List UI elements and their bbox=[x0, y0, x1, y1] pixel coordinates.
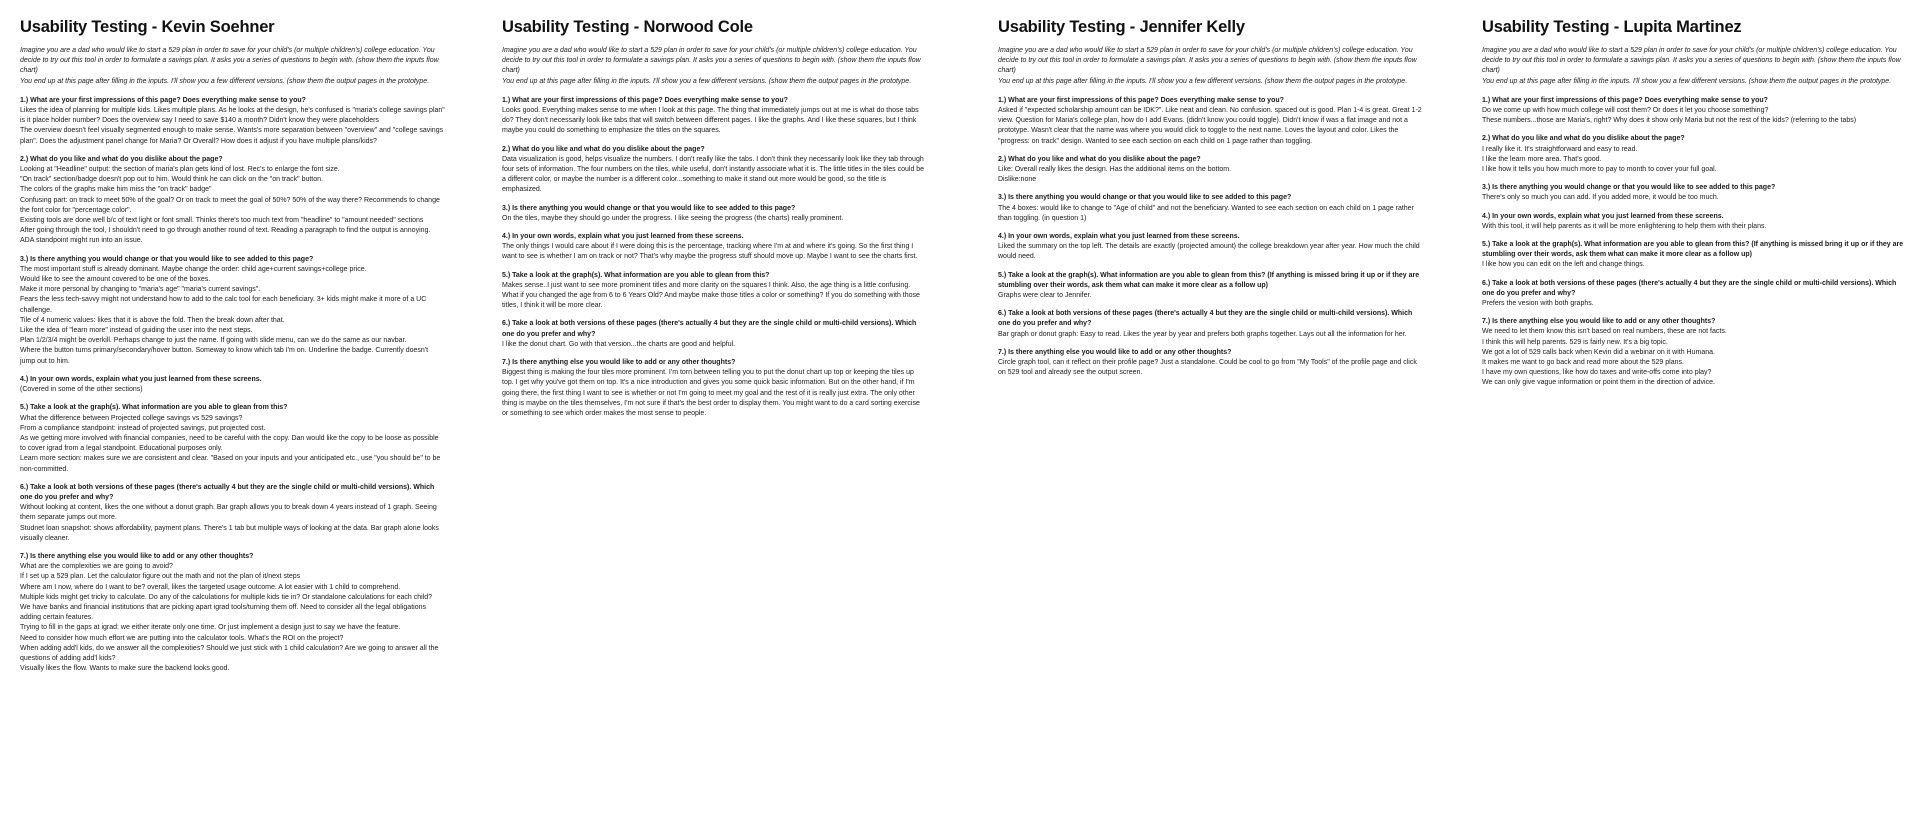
question-heading: 7.) Is there anything else you would like to add or any other thoughts? bbox=[20, 552, 254, 560]
question-heading: 2.) What do you like and what do you dislike about the page? bbox=[1482, 135, 1685, 143]
answer-line: After going through the tool, I shouldn't need to go through another round of text. Reading a paragraph to find the output is annoying. bbox=[20, 227, 431, 235]
answer-line: If I set up a 529 plan. Let the calculator figure out the math and not the plan of it/next steps bbox=[20, 573, 301, 581]
answer-line: ADA standpoint might run into an issue. bbox=[20, 237, 143, 245]
question-block bbox=[1482, 212, 1907, 232]
question-block bbox=[1482, 279, 1907, 310]
answer-line: Circle graph tool, can it reflect on their profile page? Just a standalone. Could be cool to go from "My Tools" of the profile page and click on 529 tool and already see the output screen. bbox=[998, 359, 1417, 377]
scenario-paragraph: You end up at this page after filling in the inputs. I'll show you a few different versions. (show them the output pages in the prototype. bbox=[1482, 77, 1892, 85]
question-heading: 5.) Take a look at the graph(s). What information are you able to glean from this? (If anything is missed bring it up or if they are stumbling over their words, ask them what can make it more clear as a follow up) bbox=[998, 271, 1420, 289]
answer-line: Biggest thing is making the four tiles more prominent. I'm torn between telling you to put the donut chart up top or keeping the tiles up top. I get why you've got them on top. It's a nice introduction and gives you some quick basic information. But on the other hand, if I'm going there, the first thing I want to see is whether or not I'm going to meet my goal and the rest of it is really just extra. The only other thing is maybe on the tiles themselves, I'm not sure if that's the best order to display them. You might want to do a card sorting exercise or something to see which order makes the most sense to people. bbox=[502, 369, 920, 418]
question-block bbox=[998, 232, 1423, 263]
scenario-paragraph: You end up at this page after filling in the inputs. I'll show you a few different versions. (show them the output pages in the prototype. bbox=[502, 77, 912, 85]
answer-line: I really like it. It's straightforward and easy to read. bbox=[1482, 145, 1638, 153]
answer-line: We can only give vague information or point them in the direction of advice. bbox=[1482, 379, 1715, 387]
answer-line: I like how it tells you how much more to pay to month to cover your full goal. bbox=[1482, 166, 1717, 174]
question-heading: 7.) Is there anything else you would like to add or any other thoughts? bbox=[1482, 318, 1716, 326]
page-title: Usability Testing - Kevin Soehner bbox=[20, 18, 275, 36]
question-block bbox=[998, 271, 1423, 302]
question-heading: 6.) Take a look at both versions of these pages (there's actually 4 but they are the single child or multi-child versions). Which one do you prefer and why? bbox=[998, 310, 1413, 328]
question-block bbox=[502, 271, 927, 312]
answer-line: Do we come up with how much college will cost them? Or does it let you choose something? bbox=[1482, 107, 1769, 115]
question-block bbox=[502, 358, 927, 419]
answer-line: Like: Overall really likes the design. Has the additional items on the bottom. bbox=[998, 166, 1232, 174]
page-title: Usability Testing - Norwood Cole bbox=[502, 18, 753, 36]
question-block bbox=[502, 319, 927, 350]
answer-line: Fears the less tech-savvy might not understand how to add to the calc tool for each beneficiary. 3+ kids might make it more of a UC challenge. bbox=[20, 296, 427, 314]
scenario-paragraph: You end up at this page after filling in the inputs. I'll show you a few different versions. (show them the output pages in the prototype. bbox=[20, 77, 430, 85]
answer-line: Likes the idea of planning for multiple kids. Likes multiple plans. As he looks at the design, he's confused is "maria's college savings plan" is it place holder number? Does the overview say I need to save $140 a month? Didn't know they were placeholders bbox=[20, 107, 445, 125]
answer-line: Studnet loan snapshot: shows affordability, payment plans. There's 1 tab but multiple ways of looking at the data. Bar graph alone looks visually cleaner. bbox=[20, 524, 439, 542]
answer-line: (Covered in some of the other sections) bbox=[20, 386, 143, 394]
answer-line: Looks good. Everything makes sense to me when I look at this page. The thing that immediately jumps out at me is what do those tabs do? They don't necessarily look like tabs that will switch between different pages. I like the graphs. And I like these squares, but I think maybe you could do something to emphasize the titles on the squares. bbox=[502, 107, 919, 135]
answer-line: We got a lot of 529 calls back when Kevin did a webinar on it with Humana. bbox=[1482, 348, 1715, 356]
answer-line: Visually likes the flow. Wants to make sure the backend looks good. bbox=[20, 665, 230, 673]
notes-column-4 bbox=[1482, 18, 1907, 397]
answer-line: I like how you can edit on the left and change things. bbox=[1482, 261, 1645, 269]
answer-line: On the tiles, maybe they should go under the progress. I like seeing the progress (the charts) really prominent. bbox=[502, 214, 844, 222]
question-block bbox=[1482, 240, 1907, 271]
answer-line: Dislike:none bbox=[998, 176, 1037, 184]
question-heading: 3.) Is there anything you would change or that you would like to see added to this page? bbox=[502, 204, 796, 212]
answer-line: I have my own questions, like how do taxes and write-offs come into play? bbox=[1482, 369, 1712, 377]
question-block bbox=[998, 96, 1423, 147]
question-heading: 6.) Take a look at both versions of these pages (there's actually 4 but they are the single child or multi-child versions). Which one do you prefer and why? bbox=[1482, 279, 1897, 297]
answer-line: From a compliance standpoint: instead of projected savings, put projected cost. bbox=[20, 424, 266, 432]
answer-line: Liked the summary on the top left. The details are exactly (projected amount) the college breakdown year after year. How much the child would need. bbox=[998, 243, 1420, 261]
question-block bbox=[998, 193, 1423, 224]
answer-line: The only things I would care about if I were doing this is the percentage, tracking where I'm at and where it's going. So the first thing I want to see is whether I am on track or not? That's why maybe the progress stuff should move up. Maybe I want to see the charts first. bbox=[502, 243, 918, 261]
question-heading: 5.) Take a look at the graph(s). What information are you able to glean from this? bbox=[502, 271, 770, 279]
question-heading: 1.) What are your first impressions of this page? Does everything make sense to you? bbox=[502, 96, 788, 104]
answer-line: We have banks and financial institutions that are picking apart igrad tools/turning them off. Need to consider all the legal obligations adding certain features. bbox=[20, 603, 426, 622]
question-heading: 4.) In your own words, explain what you just learned from these screens. bbox=[1482, 212, 1724, 220]
question-block bbox=[998, 309, 1423, 340]
question-heading: 4.) In your own words, explain what you just learned from these screens. bbox=[998, 233, 1240, 241]
scenario-intro bbox=[502, 46, 927, 87]
scenario-paragraph: Imagine you are a dad who would like to start a 529 plan in order to save for your child's (or multiple children's) college education. You decide to try out this tool in order to formulate a savings plan. It asks you a series of questions to begin with. (show them the inputs flow chart) bbox=[20, 47, 439, 75]
answer-line: The 4 boxes: would like to change to "Age of child" and not the beneficiary. Wanted to see each section on each child on 1 page rather than toggling. (in question 1) bbox=[998, 204, 1414, 222]
answer-line: Existing tools are done well b/c of text light or font small. Thinks there's too much text from "headline" to "amount needed" sections bbox=[20, 217, 424, 225]
answer-line: Make it more personal by changing to "maria's age" "maria's current savings". bbox=[20, 286, 261, 294]
answer-line: Bar graph or donut graph: Easy to read. Likes the year by year and prefers both graphs together. Lays out all the information for her. bbox=[998, 330, 1407, 338]
scenario-intro bbox=[998, 46, 1423, 87]
answer-line: Where the button turns primary/secondary/hover button. Someway to know which tab I'm on. Underline the badge. Currently doesn't jump out to him. bbox=[20, 347, 429, 365]
question-block bbox=[20, 552, 445, 674]
answer-line: I think this will help parents. 529 is fairly new. It's a big topic. bbox=[1482, 338, 1668, 346]
question-heading: 3.) Is there anything you would change or that you would like to see added to this page? bbox=[20, 255, 314, 263]
answer-line: Like the idea of "learn more" instead of guiding the user into the next steps. bbox=[20, 327, 253, 335]
answer-line: Need to consider how much effort we are putting into the calculator tools. What's the ROI on the project? bbox=[20, 634, 344, 642]
question-heading: 7.) Is there anything else you would like to add or any other thoughts? bbox=[502, 359, 736, 367]
question-heading: 1.) What are your first impressions of this page? Does everything make sense to you? bbox=[998, 96, 1284, 104]
page-title: Usability Testing - Lupita Martinez bbox=[1482, 18, 1742, 36]
notes-column-2 bbox=[502, 18, 927, 427]
question-heading: 7.) Is there anything else you would like to add or any other thoughts? bbox=[998, 348, 1232, 356]
page-title: Usability Testing - Jennifer Kelly bbox=[998, 18, 1245, 36]
scenario-intro bbox=[20, 46, 445, 87]
answer-line: I like the donut chart. Go with that version...the charts are good and helpful. bbox=[502, 340, 736, 348]
scenario-paragraph: Imagine you are a dad who would like to start a 529 plan in order to save for your child's (or multiple children's) college education. You decide to try out this tool in order to formulate a savings plan. It asks you a series of questions to begin with. (show them the inputs flow chart) bbox=[502, 47, 921, 75]
question-block bbox=[1482, 317, 1907, 388]
answer-line: Trying to fill in the gaps at igrad: we either iterate only one time. Or just implement a design just to say we have the feature. bbox=[20, 624, 401, 632]
scenario-paragraph: You end up at this page after filling in the inputs. I'll show you a few different versions. (show them the output pages in the prototype. bbox=[998, 77, 1408, 85]
answer-line: Graphs were clear to Jennifer. bbox=[998, 292, 1092, 300]
question-heading: 3.) Is there anything you would change or that you would like to see added to this page? bbox=[998, 194, 1292, 202]
question-block bbox=[20, 155, 445, 247]
question-heading: 5.) Take a look at the graph(s). What information are you able to glean from this? (If anything is missed bring it up or if they are stumbling over their words, ask them what can make it more clear as a follow up) bbox=[1482, 241, 1904, 259]
question-heading: 4.) In your own words, explain what you just learned from these screens. bbox=[502, 233, 744, 241]
question-block bbox=[998, 155, 1423, 186]
scenario-paragraph: Imagine you are a dad who would like to start a 529 plan in order to save for your child's (or multiple children's) college education. You decide to try out this tool in order to formulate a savings plan. It asks you a series of questions to begin with. (show them the inputs flow chart) bbox=[998, 47, 1417, 75]
question-block bbox=[502, 96, 927, 137]
question-block bbox=[20, 255, 445, 367]
answer-line: The colors of the graphs make him miss the "on track" badge" bbox=[20, 186, 212, 194]
scenario-paragraph: Imagine you are a dad who would like to start a 529 plan in order to save for your child's (or multiple children's) college education. You decide to try out this tool in order to formulate a savings plan. It asks you a series of questions to begin with. (show them the inputs flow chart) bbox=[1482, 47, 1901, 75]
answer-line: Confusing part: on track to meet 50% of the goal? Or on track to meet the goal of 50%? 50% of the way there? Recommends to change the font color for "percentage color". bbox=[20, 196, 440, 214]
answer-line: What are the complexities we are going to avoid? bbox=[20, 563, 173, 571]
answer-line: We need to let them know this isn't based on real numbers, these are not facts. bbox=[1482, 328, 1727, 336]
question-heading: 6.) Take a look at both versions of these pages (there's actually 4 but they are the single child or multi-child versions). Which one do you prefer and why? bbox=[20, 483, 435, 501]
question-block bbox=[998, 348, 1423, 379]
answer-line: It makes me want to go back and read more about the 529 plans. bbox=[1482, 359, 1684, 367]
question-heading: 2.) What do you like and what do you dislike about the page? bbox=[502, 145, 705, 153]
answer-line: There's only so much you can add. If you added more, it would be too much. bbox=[1482, 194, 1719, 202]
answer-line: Where am I now, where do I want to be? overall, likes the targeted usage outcome. A lot easier with 1 child to comprehend. bbox=[20, 583, 401, 591]
notes-column-1 bbox=[20, 18, 445, 682]
question-heading: 1.) What are your first impressions of this page? Does everything make sense to you? bbox=[1482, 96, 1768, 104]
answer-line: The most important stuff is already dominant. Maybe change the order: child age+current savings+college price. bbox=[20, 265, 367, 273]
answer-line: Asked if "expected scholarship amount can be IDK?". Like neat and clean. No confusion. spaced out is good. Plan 1-4 is great. Great 1-2 view. Question for Maria's college plan, how do I add Evans. (didn't know you could toggle). Didn't know if was a flat image and not a prototype. Wasn't clear that the name was where you would click to toggle to the next name. Loves the layout and color. Likes the "progress: on track" design. Wanted to see each section on each child on 1 page rather than toggling. bbox=[998, 107, 1422, 145]
answer-line: As we getting more involved with financial companies, need to be careful with the copy. Dan would like the copy to be loose as possible to cover igrad from a legal standpoint. Educational purposes only. bbox=[20, 434, 439, 453]
question-block bbox=[20, 96, 445, 147]
answer-line: What the difference between Projected college savings vs 529 savings? bbox=[20, 414, 243, 422]
question-block bbox=[1482, 96, 1907, 127]
question-block bbox=[20, 403, 445, 474]
question-block bbox=[1482, 183, 1907, 203]
answer-line: Data visualization is good, helps visualize the numbers. I don't really like the tabs. I don't think they necessarily look like they tab through four sets of information. The four numbers on the tiles, while useful, don't instantly associate what it is. The little titles in the tiles could be a different color, or maybe the number is a different color...something to make it stand out more would be good, so the title is emphasized. bbox=[502, 155, 925, 194]
answer-line: When adding add'l kids, do we answer all the complexities? Should we just stick with 1 child calculation? Are we going to answer all the questions of adding add'l kids? bbox=[20, 644, 439, 662]
answer-line: I like the learn more area. That's good. bbox=[1482, 155, 1602, 163]
question-heading: 1.) What are your first impressions of this page? Does everything make sense to you? bbox=[20, 96, 306, 104]
question-heading: 2.) What do you like and what do you dislike about the page? bbox=[998, 155, 1201, 163]
answer-line: Without looking at content, likes the one without a donut graph. Bar graph allows you to break down 4 years instead of 1 graph. Seeing them separate jumps out more. bbox=[20, 504, 437, 522]
answer-line: Prefers the vesion with both graphs. bbox=[1482, 300, 1594, 308]
question-block bbox=[20, 375, 445, 395]
answer-line: With this tool, it will help parents as it will be more enlightening to help them with their plans. bbox=[1482, 222, 1767, 230]
answer-line: The overview doesn't feel visually segmented enough to make sense. Wants's more separation between "overview" and "college savings plan". Does the adjustment panel change for Maria? Or Overall? How does it adjust if you have multiple plans/kids? bbox=[20, 127, 444, 145]
question-block bbox=[1482, 134, 1907, 175]
answer-line: Would like to see the amount covered to be one of the boxes. bbox=[20, 276, 211, 284]
question-heading: 5.) Take a look at the graph(s). What information are you able to glean from this? bbox=[20, 404, 288, 412]
question-block bbox=[502, 204, 927, 224]
answer-line: "On track" section/badge doesn't pop out to him. Would think he can click on the "on track" button. bbox=[20, 176, 323, 184]
answer-line: Learn more section: makes sure we are consistent and clear. "Based on your inputs and your anticipated etc., use "you should be" to be non-committed. bbox=[20, 455, 441, 473]
answer-line: Looking at "Headline" output: the section of maria's plan gets kind of lost. Rec's to enlarge the font size. bbox=[20, 166, 340, 174]
question-heading: 2.) What do you like and what do you dislike about the page? bbox=[20, 155, 223, 163]
answer-line: Plan 1/2/3/4 might be overkill. Perhaps change to just the name. If going with slide menu, can we do the same as our navbar. bbox=[20, 337, 407, 345]
question-heading: 6.) Take a look at both versions of these pages (there's actually 4 but they are the single child or multi-child versions). Which one do you prefer and why? bbox=[502, 320, 917, 338]
notes-column-3 bbox=[998, 18, 1423, 386]
scenario-intro bbox=[1482, 46, 1907, 87]
answer-line: These numbers...those are Maria's, right? Why does it show only Maria but not the rest of the kids? (referring to the tabs) bbox=[1482, 117, 1857, 125]
question-heading: 4.) In your own words, explain what you just learned from these screens. bbox=[20, 375, 262, 383]
question-block bbox=[502, 145, 927, 196]
answer-line: Multiple kids might get tricky to calculate. Do any of the calculations for multiple kids tie in? Or standalone calculations for each child? bbox=[20, 593, 433, 601]
question-heading: 3.) Is there anything you would change or that you would like to see added to this page? bbox=[1482, 184, 1776, 192]
answer-line: Makes sense..I just want to see more prominent titles and more clarity on the squares I think. Also, the age thing is a little confusing. What if you changed the age from 6 to 6 Years Old? And maybe make those titles a color or something? If you do something with those titles, I think it will be more clear. bbox=[502, 281, 920, 310]
question-block bbox=[502, 232, 927, 263]
question-block bbox=[20, 483, 445, 544]
answer-line: Tile of 4 numeric values: likes that it is above the fold. Then the break down after that. bbox=[20, 316, 285, 324]
